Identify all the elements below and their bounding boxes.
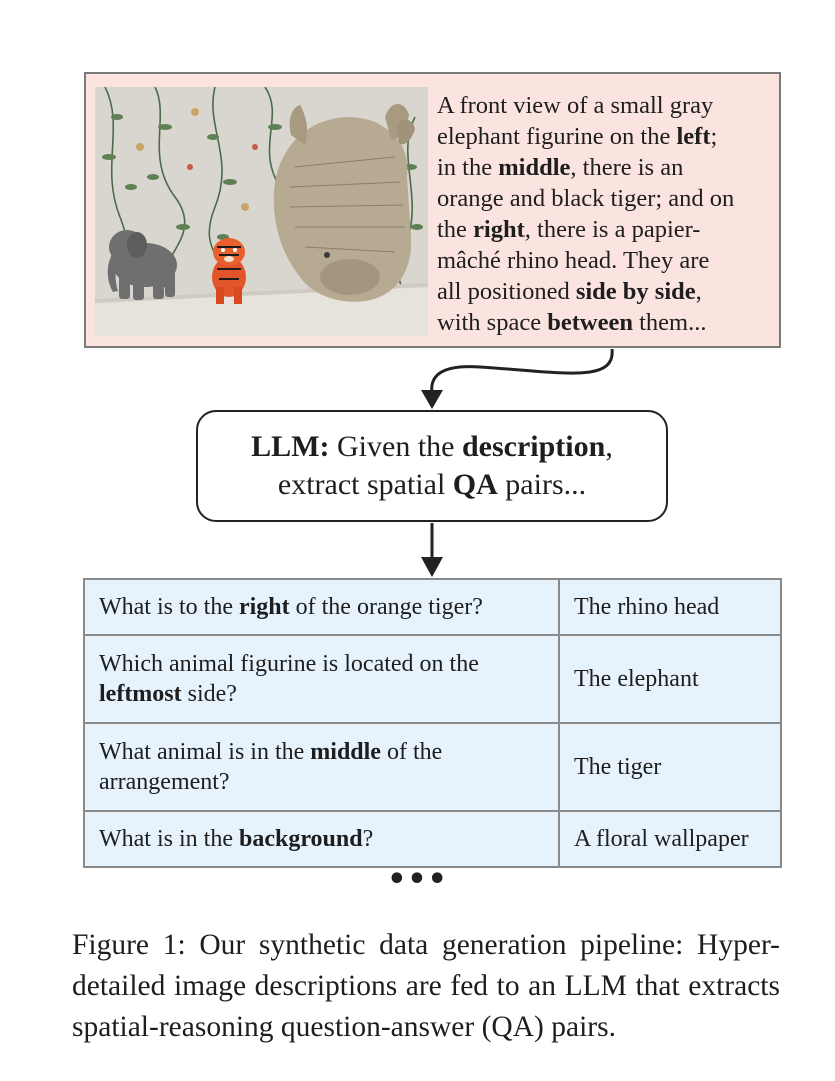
llm-text: pairs... <box>497 468 587 501</box>
question-text: What is in the <box>99 826 239 852</box>
description-text: , <box>695 278 702 305</box>
ellipsis: ••• <box>387 862 448 897</box>
llm-bold-text: QA <box>452 468 498 501</box>
question-text: What is to the <box>99 594 239 620</box>
llm-text: extract spatial <box>277 468 453 501</box>
question-bold-text: background <box>238 826 363 852</box>
description-text: ; <box>710 123 718 150</box>
arrow-head-desc-to-llm <box>421 390 443 409</box>
description-text: mâché rhino head. They are <box>437 247 710 274</box>
question-text: of the orange tiger? <box>289 594 483 620</box>
arrow-head-llm-to-table <box>421 557 443 577</box>
description-bold-text: left <box>676 123 711 150</box>
question-text: of the <box>380 739 443 765</box>
question-bold-text: leftmost <box>99 681 182 707</box>
answer-cell: A floral wallpaper <box>559 811 781 867</box>
description-text: , there is a papier- <box>524 216 701 243</box>
description-text: them... <box>632 309 707 336</box>
description-text: , there is an <box>570 154 684 181</box>
question-text: arrangement? <box>99 769 230 795</box>
description-bold-text: right <box>473 216 525 243</box>
question-bold-text: right <box>238 594 290 620</box>
description-text: in the <box>437 154 499 181</box>
llm-text: , <box>605 430 613 463</box>
description-text: orange and black tiger; and on <box>437 185 735 212</box>
description-text: A front view of a small gray <box>437 92 714 119</box>
answer-cell: The elephant <box>559 635 781 723</box>
answer-cell: The rhino head <box>559 579 781 635</box>
description-bold-text: middle <box>498 154 571 181</box>
question-bold-text: middle <box>310 739 381 765</box>
description-text: all positioned <box>437 278 576 305</box>
question-text: What animal is in the <box>99 739 311 765</box>
llm-text: Given the <box>329 430 462 463</box>
question-text: side? <box>181 681 237 707</box>
question-text: ? <box>362 826 374 852</box>
description-text: the <box>437 216 474 243</box>
description-text: with space <box>437 309 548 336</box>
description-text: elephant figurine on the <box>437 123 677 150</box>
description-bold-text: side by side <box>575 278 696 305</box>
question-text: Which animal figurine is located on the <box>99 651 479 677</box>
description-bold-text: between <box>547 309 633 336</box>
answer-cell: The tiger <box>559 723 781 811</box>
llm-bold-text: description <box>461 430 606 463</box>
arrow-desc-to-llm <box>432 349 612 393</box>
figure-caption: Figure 1: Our synthetic data generation pipeline: Hyper-detailed image descriptions are fed to an LLM that extracts spatial-reasoning question-answer (QA) pairs. <box>72 929 780 1043</box>
llm-bold-text: LLM: <box>251 430 330 463</box>
